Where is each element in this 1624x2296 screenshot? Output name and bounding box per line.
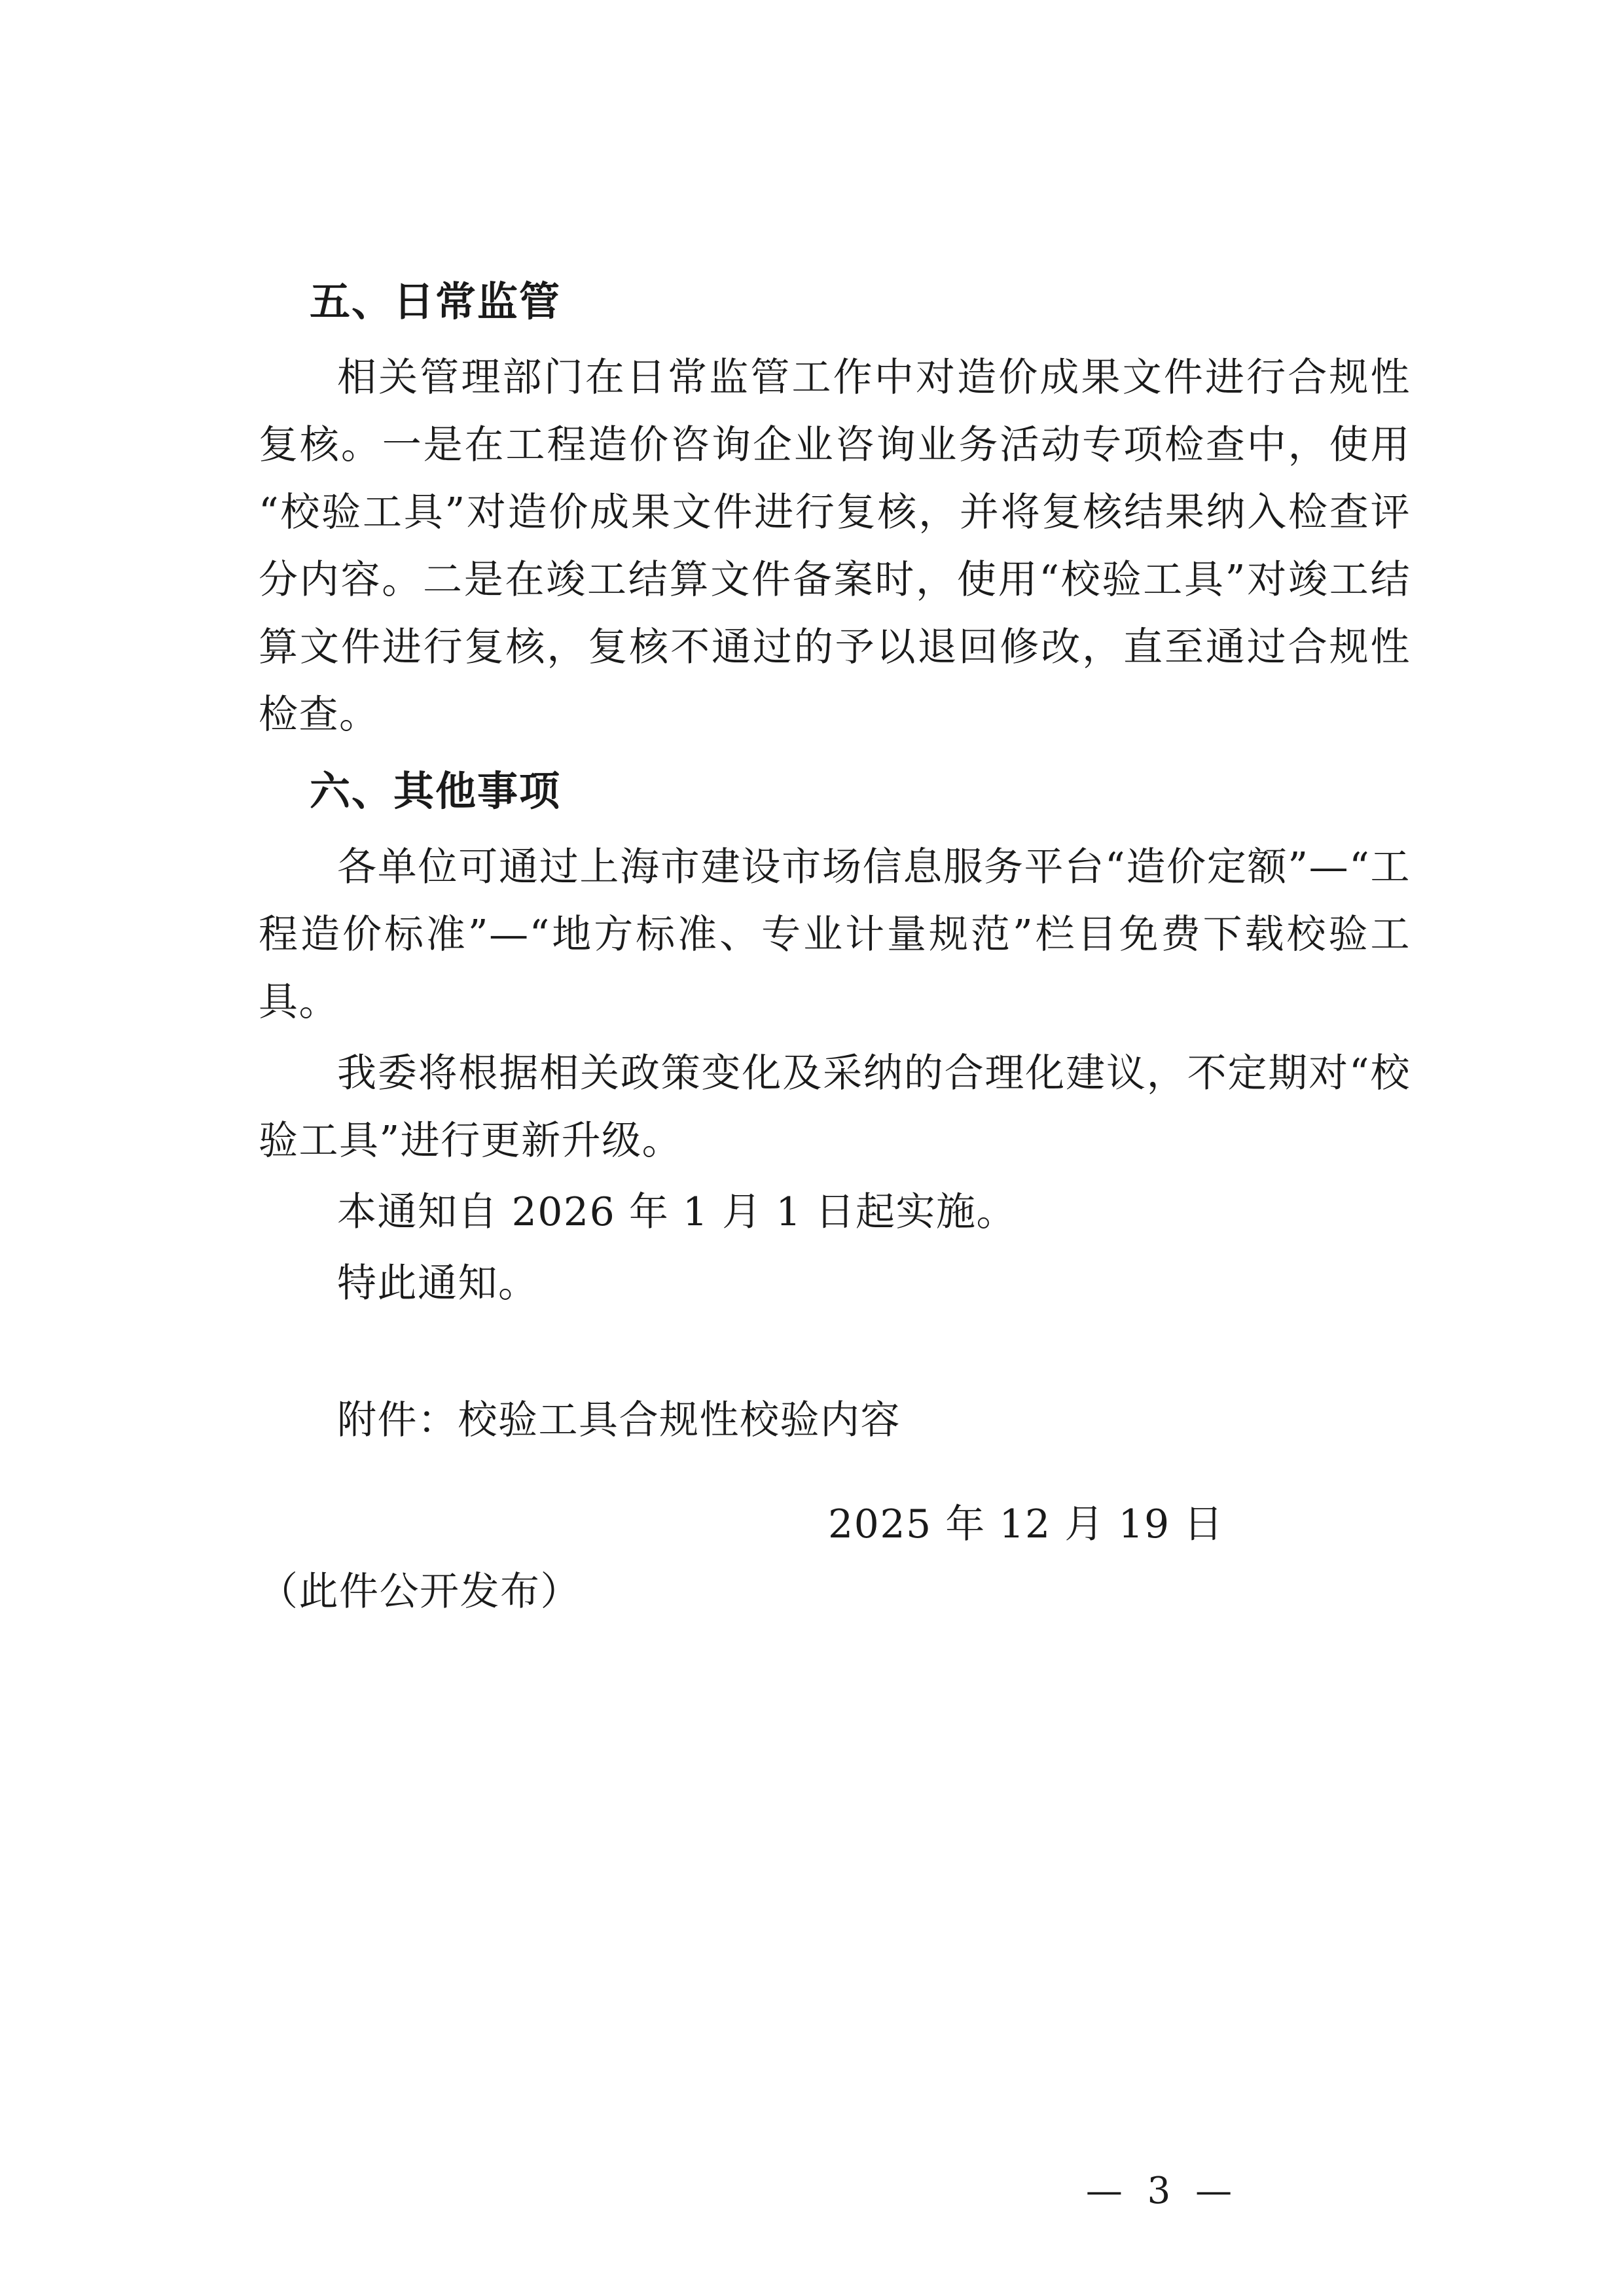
section-six-paragraph-3: 本通知自 2026 年 1 月 1 日起实施。 — [337, 1189, 1017, 1235]
section-six-paragraph-1: 各单位可通过上海市建设市场信息服务平台“造价定额”—“工程造价标准”—“地方标准、专业计量规范”栏目免费下载校验工具。 — [259, 844, 1411, 1025]
document-body — [259, 278, 1411, 1626]
section-six-paragraph-4: 特此通知。 — [337, 1261, 539, 1306]
public-release-note: （此件公开发布） — [259, 1569, 581, 1615]
section-five-paragraph-1: 相关管理部门在日常监管工作中对造价成果文件进行合规性复核。一是在工程造价咨询企业咨询业务活动专项检查中，使用“校验工具”对造价成果文件进行复核，并将复核结果纳入检查评分内容。二是在竣工结算文件备案时，使用“校验工具”对竣工结算文件进行复核，复核不通过的予以退回修改，直至通过合规性检查。 — [259, 355, 1411, 738]
page-number: — 3 — — [1085, 2170, 1239, 2212]
spacer — [259, 1454, 1411, 1491]
section-six-paragraph-2: 我委将根据相关政策变化及采纳的合理化建议，不定期对“校验工具”进行更新升级。 — [259, 1050, 1411, 1164]
attachment-line: 附件：校验工具合规性校验内容 — [337, 1397, 901, 1443]
section-heading-six: 六、其他事项 — [310, 767, 562, 815]
spacer — [259, 1321, 1411, 1387]
section-heading-five: 五、日常监管 — [310, 278, 562, 325]
issue-date: 2025 年 12 月 19 日 — [828, 1501, 1224, 1547]
